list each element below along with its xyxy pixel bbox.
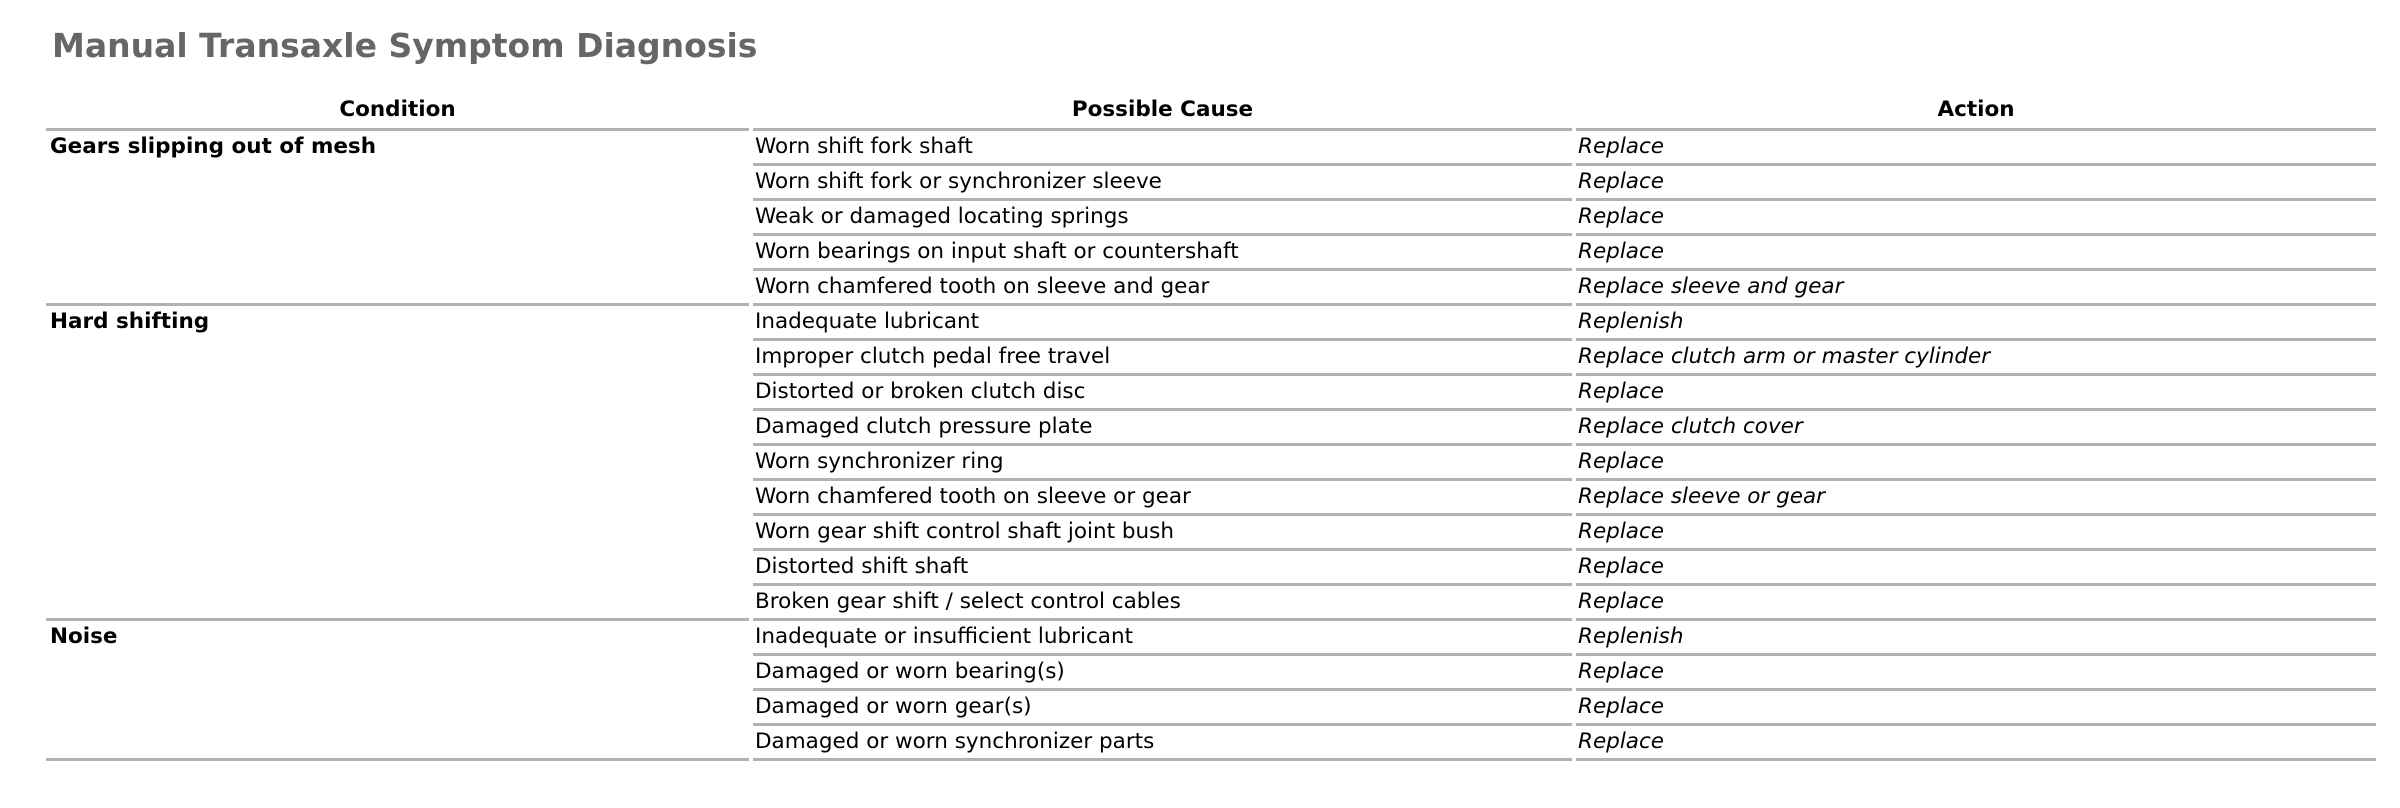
possible-cause-cell: Worn bearings on input shaft or countershaft (753, 236, 1572, 271)
possible-cause-cell: Worn shift fork shaft (753, 131, 1572, 166)
table-row (46, 131, 2376, 166)
possible-cause-cell: Damaged or worn synchronizer parts (753, 726, 1572, 761)
possible-cause-cell: Worn shift fork or synchronizer sleeve (753, 166, 1572, 201)
table-body (46, 131, 2376, 761)
possible-cause-cell: Inadequate lubricant (753, 306, 1572, 341)
possible-cause-cell: Worn synchronizer ring (753, 446, 1572, 481)
action-cell: Replenish (1576, 621, 2376, 656)
action-cell: Replace (1576, 201, 2376, 236)
table-header (46, 90, 2376, 131)
column-header-action: Action (1576, 90, 2376, 131)
action-cell: Replace (1576, 516, 2376, 551)
header-row (46, 90, 2376, 131)
action-cell: Replace (1576, 131, 2376, 166)
possible-cause-cell: Distorted or broken clutch disc (753, 376, 1572, 411)
action-cell: Replace (1576, 376, 2376, 411)
possible-cause-cell: Damaged or worn gear(s) (753, 691, 1572, 726)
action-cell: Replace sleeve or gear (1576, 481, 2376, 516)
action-cell: Replenish (1576, 306, 2376, 341)
possible-cause-cell: Worn chamfered tooth on sleeve and gear (753, 271, 1572, 306)
possible-cause-cell: Inadequate or insufficient lubricant (753, 621, 1572, 656)
action-cell: Replace (1576, 166, 2376, 201)
column-header-condition: Condition (46, 90, 749, 131)
column-header-possible-cause: Possible Cause (753, 90, 1572, 131)
action-cell: Replace clutch arm or master cylinder (1576, 341, 2376, 376)
page-title: Manual Transaxle Symptom Diagnosis (52, 26, 758, 65)
action-cell: Replace sleeve and gear (1576, 271, 2376, 306)
action-cell: Replace (1576, 691, 2376, 726)
action-cell: Replace (1576, 551, 2376, 586)
action-cell: Replace clutch cover (1576, 411, 2376, 446)
diagnosis-table (42, 90, 2380, 761)
possible-cause-cell: Damaged or worn bearing(s) (753, 656, 1572, 691)
possible-cause-cell: Improper clutch pedal free travel (753, 341, 1572, 376)
possible-cause-cell: Weak or damaged locating springs (753, 201, 1572, 236)
action-cell: Replace (1576, 446, 2376, 481)
table-row (46, 306, 2376, 341)
action-cell: Replace (1576, 586, 2376, 621)
action-cell: Replace (1576, 236, 2376, 271)
table-row (46, 621, 2376, 656)
condition-cell: Hard shifting (46, 306, 749, 621)
action-cell: Replace (1576, 656, 2376, 691)
possible-cause-cell: Damaged clutch pressure plate (753, 411, 1572, 446)
possible-cause-cell: Distorted shift shaft (753, 551, 1572, 586)
possible-cause-cell: Broken gear shift / select control cables (753, 586, 1572, 621)
condition-cell: Gears slipping out of mesh (46, 131, 749, 306)
possible-cause-cell: Worn chamfered tooth on sleeve or gear (753, 481, 1572, 516)
condition-cell: Noise (46, 621, 749, 761)
possible-cause-cell: Worn gear shift control shaft joint bush (753, 516, 1572, 551)
action-cell: Replace (1576, 726, 2376, 761)
